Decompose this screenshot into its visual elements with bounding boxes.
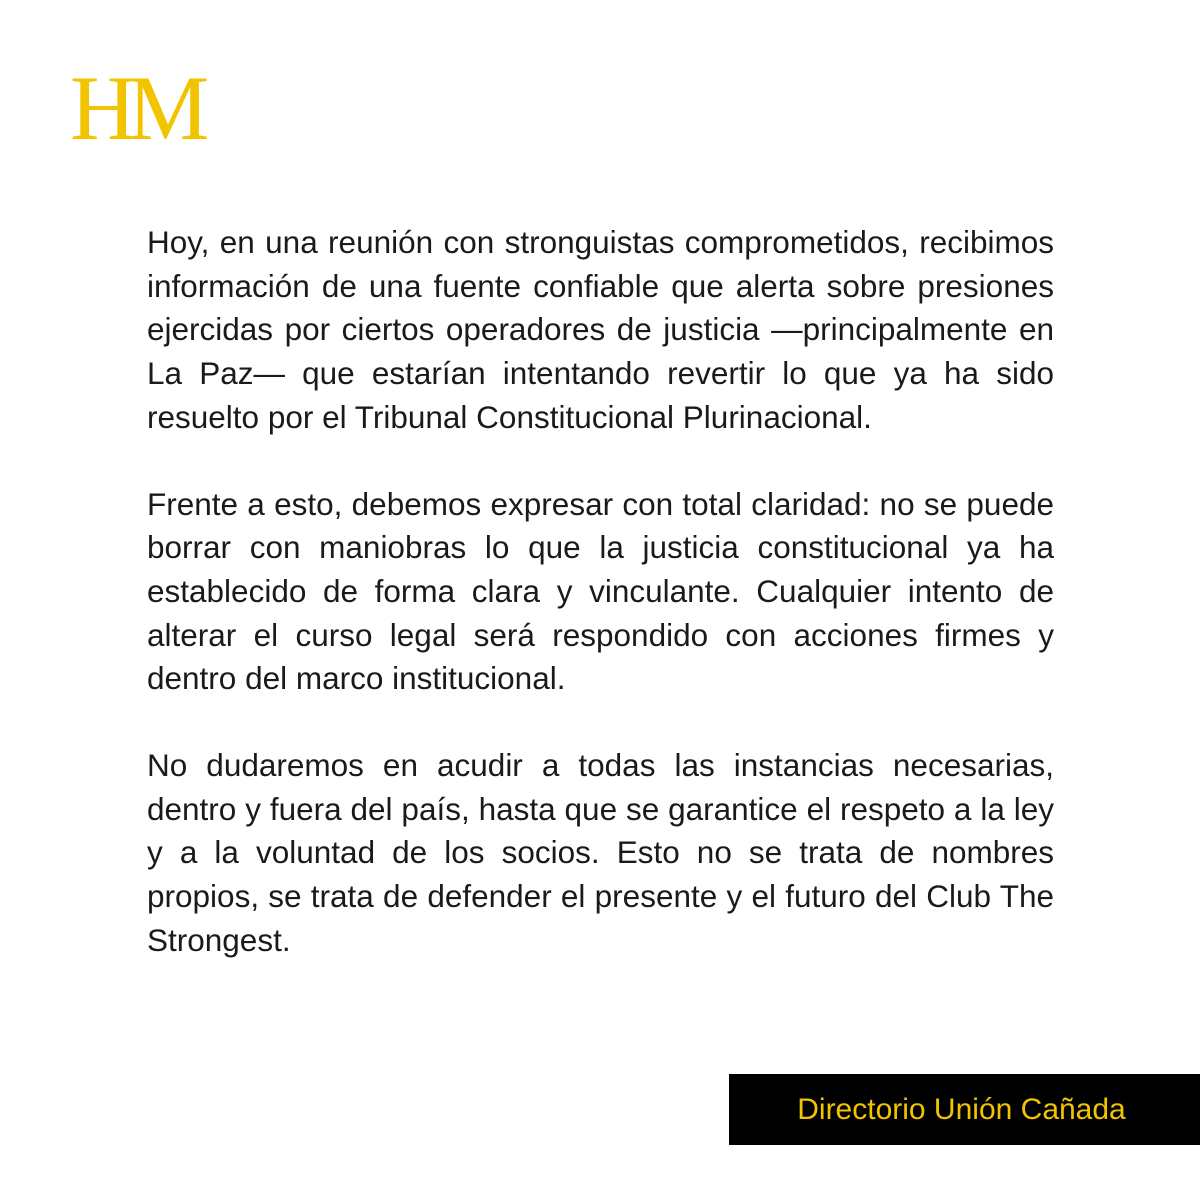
hm-logo: HM [70,57,201,159]
signature-text: Directorio Unión Cañada [797,1092,1126,1126]
statement-paragraph-1: Hoy, en una reunión con stronguistas comprometidos, recibimos información de una fuente confiable que alerta sobre presiones ejercidas por ciertos operadores de justicia —principalmente en La Paz— que estarían intentando revertir lo que ya ha sido resuelto por el Tribunal Constitucional Plurinacional. [147,224,1054,435]
statement-paragraph-2: Frente a esto, debemos expresar con total claridad: no se puede borrar con maniobras lo que la justicia constitucional ya ha establecido de forma clara y vinculante. Cualquier intento de alterar el curso legal será respondido con acciones firmes y dentro del marco institucional. [147,485,1054,697]
statement-paragraph-3: No dudaremos en acudir a todas las instancias necesarias, dentro y fuera del país, hasta que se garantice el respeto a la ley y a la voluntad de los socios. Esto no se trata de nombres propios, se trata de defender el presente y el futuro del Club The Strongest. [147,747,1054,958]
statement-body [147,221,1054,1006]
signature-banner [729,1074,1200,1145]
